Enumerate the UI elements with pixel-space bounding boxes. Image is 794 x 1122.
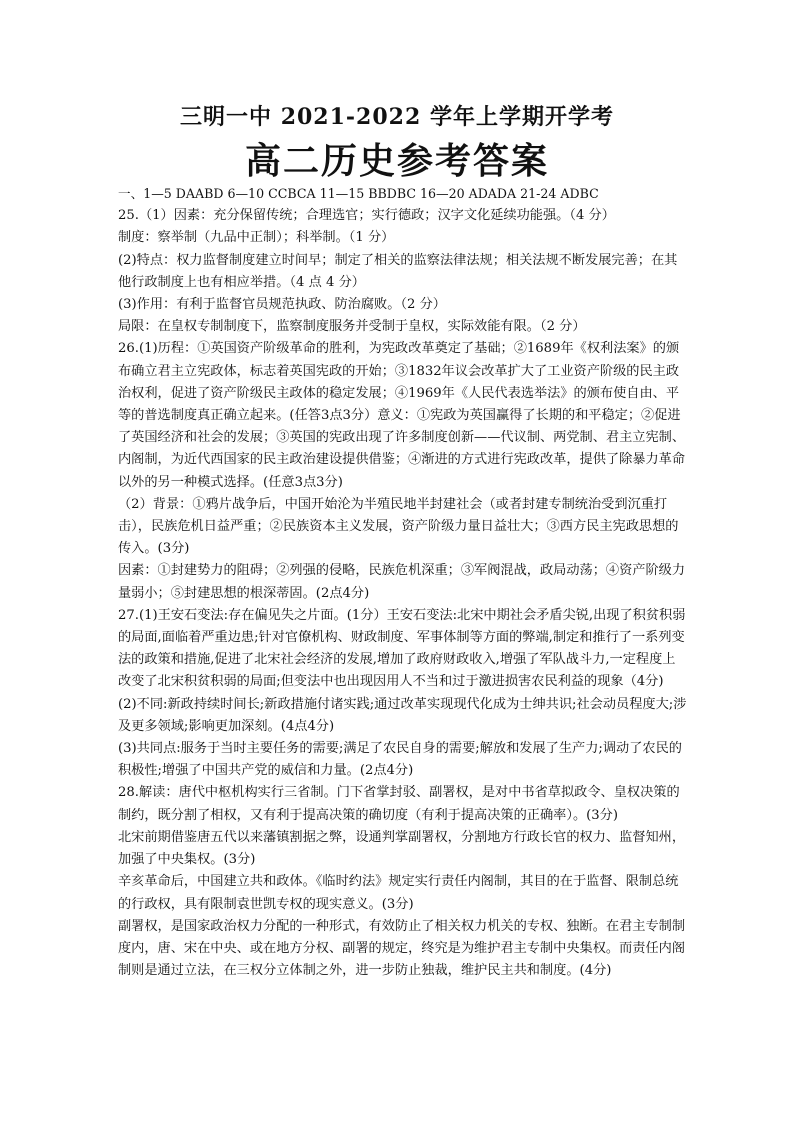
answer-paragraph: 辛亥革命后，中国建立共和政体。《临时约法》规定实行责任内阁制，其目的在于监督、限制总统的行政权，具有限制袁世凯专权的现实意义。(3分) [118, 874, 679, 912]
answer-paragraph: 因素：①封建势力的阻碍；②列强的侵略，民族危机深重；③军阀混战，政局动荡；④资产阶级力量弱小；⑤封建思想的根深蒂固。(2点4分) [118, 563, 686, 601]
answer-paragraph: 27.(1)王安石变法:存在偏见失之片面。(1分）王安石变法:北宋中期社会矛盾尖锐,出现了积贫积弱的局面,面临着严重边患;针对官僚机构、财政制度、军事体制等方面的弊端,制定和推行了一系列变法的政策和措施,促进了北宋社会经济的发展,增加了政府财政收入,增强了军队战斗力,一定程度上改变了北宋积贫积弱的局面;但变法中也出现因用人不当和过于激进损害农民利益的现象（4分) [118, 607, 686, 690]
answer-paragraph: 26.(1)历程：①英国资产阶级革命的胜利，为宪政改革奠定了基础；②1689年《权利法案》的颁布确立君主立宪政体，标志着英国宪政的开始；③1832年议会改革扩大了工业资产阶级的民主政治权利，促进了资产阶级民主政体的稳定发展；④1969年《人民代表选举法》的颁布使自由、平等的普选制度真正确立起来。(任答3点3分）意义：①宪政为英国赢得了长期的和平稳定；②促进了英国经济和社会的发展；③英国的宪政出现了许多制度创新——代议制、两党制、君主立宪制、内阁制，为近代西国家的民主政治建设提供借鉴；④渐进的方式进行宪政改革，提供了除暴力革命以外的另一种模式选择。(任意3点3分) [118, 341, 686, 490]
answer-paragraph: （2）背景：①鸦片战争后，中国开始沦为半殖民地半封建社会（或者封建专制统治受到沉重打击），民族危机日益严重；②民族资本主义发展，资产阶级力量日益壮大；③西方民主宪政思想的传入。(3分) [118, 496, 679, 557]
answer-content [118, 183, 688, 982]
answer-paragraph: 局限：在皇权专制制度下，监察制度服务并受制于皇权，实际效能有限。（2 分） [118, 319, 586, 335]
answer-paragraph: (2)特点：权力监督制度建立时间早；制定了相关的监察法律法规；相关法规不断发展完善；在其他行政制度上也有相应举措。（4 点 4 分） [118, 252, 678, 290]
answer-paragraph: (3)作用：有利于监督官员规范执政、防治腐败。（2 分） [118, 297, 446, 313]
answer-paragraph: 北宋前期借鉴唐五代以来藩镇割据之弊，设通判掌副署权，分割地方行政长官的权力、监督知州，加强了中央集权。(3分) [118, 829, 686, 868]
answer-paragraph: 28.解读：唐代中枢机构实行三省制。门下省掌封驳、副署权，是对中书省草拟政令、皇权决策的制约，既分割了相权，又有利于提高决策的确切度（有利于提高决策的正确率）。(3分) [118, 785, 680, 823]
exam-title: 三明一中 2021-2022 学年上学期开学考 [180, 104, 614, 130]
answer-paragraph: 制度：察举制（九品中正制）；科举制。（1 分） [118, 230, 395, 246]
answer-paragraph: (3)共同点:服务于当时主要任务的需要;满足了农民自身的需要;解放和发展了生产力;调动了农民的积极性;增强了中国共产党的威信和力量。(2点4分) [118, 741, 682, 779]
answer-paragraph: (2)不同:新政持续时间长;新政措施付诸实践;通过改革实现现代化成为士绅共识;社会动员程度大;涉及更多领域;影响更加深刻。(4点4分) [118, 696, 687, 734]
answer-paragraph: 副署权，是国家政治权力分配的一种形式，有效防止了相关权力机关的专权、独断。在君主专制制度内，唐、宋在中央、或在地方分权、副署的规定，终究是为维护君主专制中央集权。而责任内阁制则是通过立法，在三权分立体制之外，进一步防止独裁，维护民主共和制度。(4分) [118, 918, 686, 979]
multiple-choice-answers: 一、1—5 DAABD 6—10 CCBCA 11—15 BBDBC 16—20 ADADA 21-24 ADBC [118, 186, 599, 201]
answer-paragraph: 25.（1）因素：充分保留传统；合理选官；实行德政；汉字文化延续功能强。（4 分） [118, 208, 615, 224]
answer-key-heading: 高二历史参考答案 [244, 140, 549, 182]
